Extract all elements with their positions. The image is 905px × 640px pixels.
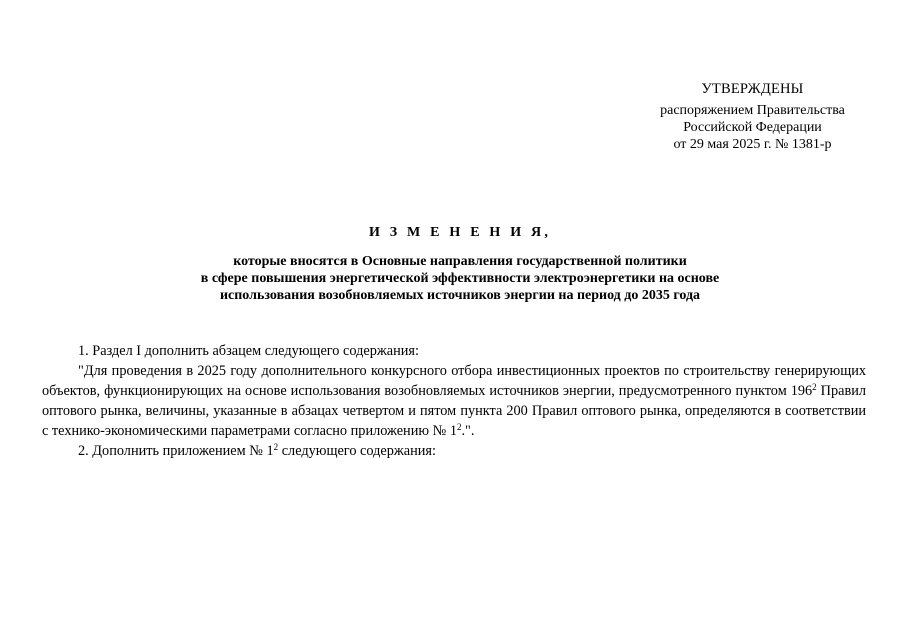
approval-block [620, 81, 885, 153]
item-1-text: 1. Раздел I дополнить абзацем следующего содержания: [78, 343, 419, 359]
heading-line-3: использования возобновляемых источников энергии на период до 2035 года [219, 288, 701, 303]
document-heading [60, 225, 860, 304]
document-body [42, 341, 866, 461]
heading-line-2: в сфере повышения энергетической эффективности электроэнергетики на основе [200, 271, 720, 286]
item-2-text-2: следующего содержания: [278, 443, 436, 459]
item-2-superscript: 2 [273, 442, 279, 452]
quote-superscript-1: 2 [812, 382, 817, 392]
paragraph-item-1 [42, 341, 866, 361]
heading-line-1: которые вносятся в Основные направления государственной политики [233, 254, 687, 269]
quote-text-3: .". [461, 423, 475, 439]
approval-line-1: распоряжением Правительства [660, 103, 845, 118]
approval-line-3: от 29 мая 2025 г. № 1381-р [673, 137, 832, 152]
quote-text-1: "Для проведения в 2025 году дополнительного конкурсного отбора инвестиционных проектов по строительству генерирующих объектов, функционирующих на основе использования возобновляемых источников энергии, предусмотренного пунктом 196 [42, 363, 866, 399]
approval-line-2: Российской Федерации [683, 120, 822, 135]
heading-subtitle [60, 253, 860, 304]
quote-superscript-2: 2 [456, 422, 462, 432]
approval-title: УТВЕРЖДЕНЫ [701, 81, 804, 97]
quote-text-2: Правил оптового рынка, величины, указанные в абзацах четвертом и пятом пункта 200 Правил оптового рынка, определяются в соответствии с технико-экономическими параметрами согласно приложению № 1 [42, 383, 867, 439]
item-2-text-1: 2. Дополнить приложением № 1 [78, 443, 274, 459]
paragraph-quote [42, 361, 866, 441]
paragraph-item-2 [42, 441, 866, 461]
heading-title: И З М Е Н Е Н И Я, [368, 225, 552, 240]
